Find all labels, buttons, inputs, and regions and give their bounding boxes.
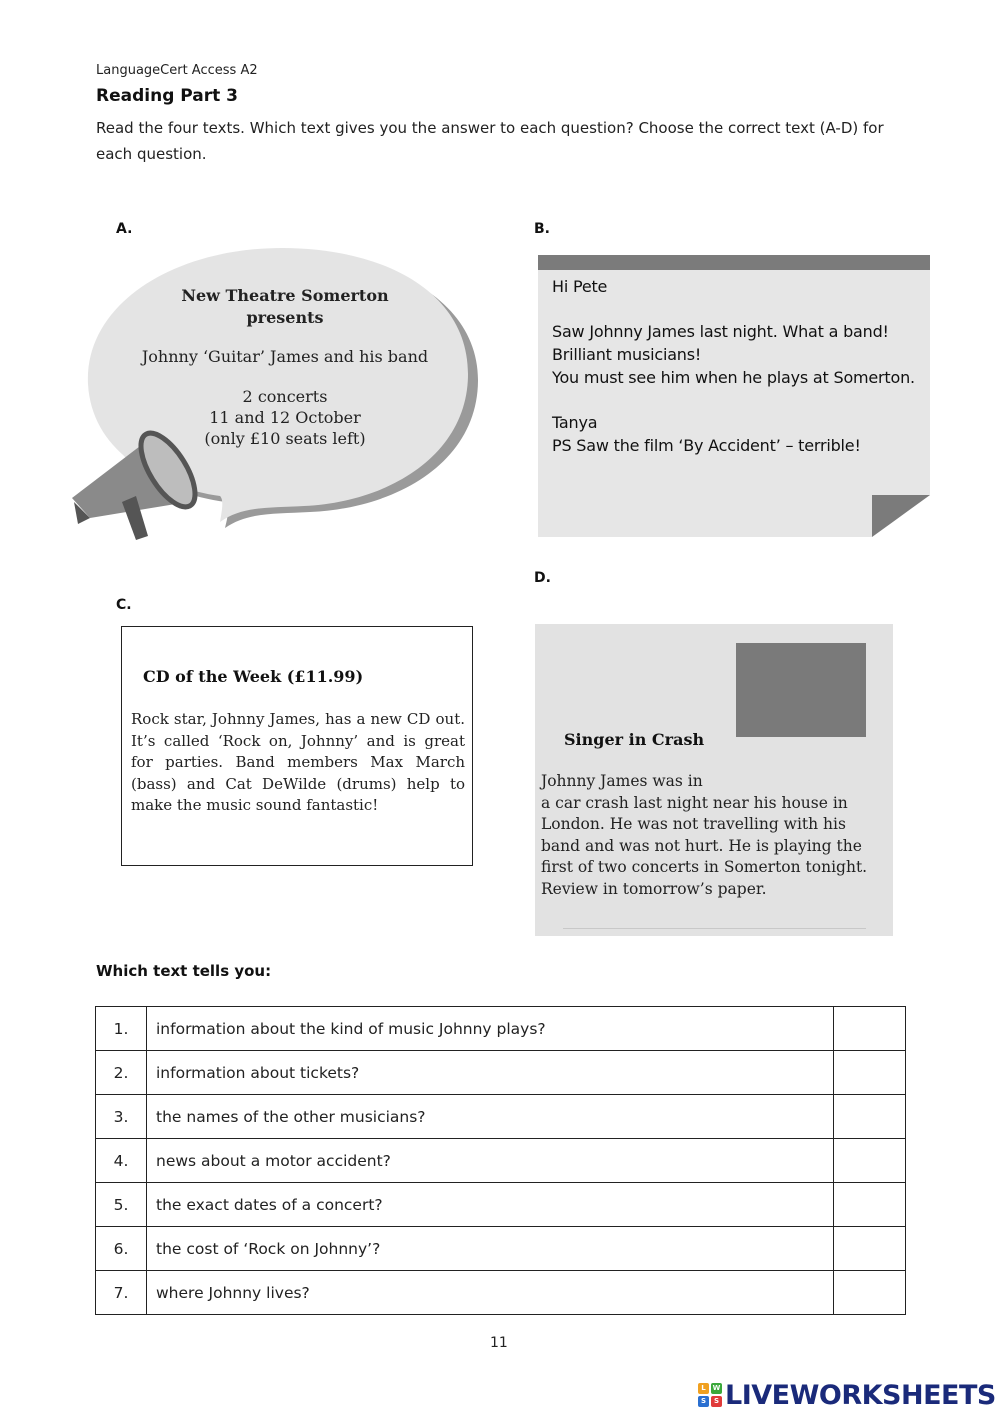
article-photo xyxy=(736,643,866,737)
note-ps: PS Saw the film ‘By Accident’ – terrible! xyxy=(552,436,861,455)
divider xyxy=(563,928,866,929)
note-greeting: Hi Pete xyxy=(552,277,608,296)
answer-cell[interactable] xyxy=(834,1271,906,1315)
text-a-performer: Johnny ‘Guitar’ James and his band xyxy=(141,347,429,366)
logo-square: W xyxy=(712,1384,721,1392)
table-row xyxy=(96,1007,906,1051)
question-number: 6. xyxy=(96,1227,147,1271)
logo-square: S xyxy=(711,1396,722,1407)
note-text xyxy=(552,275,922,457)
table-row xyxy=(96,1139,906,1183)
questions-table xyxy=(95,1006,906,1315)
text-a-letter: A. xyxy=(116,221,133,237)
newspaper-article xyxy=(535,624,893,936)
text-a-content xyxy=(120,285,450,449)
question-number: 4. xyxy=(96,1139,147,1183)
note-top-bar xyxy=(538,255,930,270)
logo-square: L xyxy=(698,1383,709,1394)
logo-square: S xyxy=(698,1396,709,1407)
question-text: the exact dates of a concert? xyxy=(147,1183,834,1227)
exam-name: LanguageCert Access A2 xyxy=(96,63,258,78)
logo-text: LIVEWORKSHEETS xyxy=(725,1379,996,1411)
text-b-letter: B. xyxy=(534,221,550,237)
question-text: the cost of ‘Rock on Johnny’? xyxy=(147,1227,834,1271)
table-row xyxy=(96,1051,906,1095)
question-number: 1. xyxy=(96,1007,147,1051)
answer-cell[interactable] xyxy=(834,1051,906,1095)
question-number: 7. xyxy=(96,1271,147,1315)
page-title: Reading Part 3 xyxy=(96,86,239,106)
table-row xyxy=(96,1095,906,1139)
question-text: information about the kind of music Johnny plays? xyxy=(147,1007,834,1051)
question-number: 3. xyxy=(96,1095,147,1139)
question-text: news about a motor accident? xyxy=(147,1139,834,1183)
cd-review-body: Rock star, Johnny James, has a new CD out. It’s called ‘Rock on, Johnny’ and is great for parties. Band members Max March (bass) and Cat DeWilde (drums) help to make the music sound fantastic! xyxy=(131,710,465,814)
question-number: 5. xyxy=(96,1183,147,1227)
note-line-2: Brilliant musicians! xyxy=(552,345,702,364)
page-number: 11 xyxy=(490,1335,508,1351)
text-c-letter: C. xyxy=(116,597,132,613)
logo-mark-icon xyxy=(698,1383,722,1407)
text-a-concerts: 2 concerts xyxy=(242,387,328,406)
table-row xyxy=(96,1227,906,1271)
cd-review-box xyxy=(121,626,473,866)
text-a-dates: 11 and 12 October xyxy=(209,408,361,427)
note-line-1: Saw Johnny James last night. What a band! xyxy=(552,322,889,341)
page-fold-icon xyxy=(872,495,930,537)
answer-cell[interactable] xyxy=(834,1007,906,1051)
answer-cell[interactable] xyxy=(834,1183,906,1227)
liveworksheets-logo[interactable] xyxy=(698,1378,996,1412)
instructions: Read the four texts. Which text gives you the answer to each question? Choose the correct text (A-D) for each question. xyxy=(96,119,884,163)
note-signature: Tanya xyxy=(552,413,598,432)
article-body-rest: a car crash last night near his house in London. He was not travelling with his band and was not hurt. He is playing the first of two concerts in Somerton tonight. Review in tomorrow’s paper. xyxy=(541,793,868,898)
question-text: the names of the other musicians? xyxy=(147,1095,834,1139)
table-row xyxy=(96,1271,906,1315)
question-text: information about tickets? xyxy=(147,1051,834,1095)
text-d-letter: D. xyxy=(534,570,551,586)
answer-cell[interactable] xyxy=(834,1139,906,1183)
text-a-seats: (only £10 seats left) xyxy=(204,429,366,448)
article-body-line-1: Johnny James was in xyxy=(541,772,703,790)
answer-cell[interactable] xyxy=(834,1095,906,1139)
article-body xyxy=(541,771,886,900)
text-a-title-1: New Theatre Somerton xyxy=(181,286,389,305)
text-a-title-2: presents xyxy=(246,308,324,327)
answer-cell[interactable] xyxy=(834,1227,906,1271)
article-headline: Singer in Crash xyxy=(564,730,705,749)
questions-heading: Which text tells you: xyxy=(96,962,272,980)
note-line-3: You must see him when he plays at Somerton. xyxy=(552,368,915,387)
question-text: where Johnny lives? xyxy=(147,1271,834,1315)
note-card xyxy=(538,255,930,537)
table-row xyxy=(96,1183,906,1227)
cd-review-title: CD of the Week (£11.99) xyxy=(143,667,364,686)
question-number: 2. xyxy=(96,1051,147,1095)
